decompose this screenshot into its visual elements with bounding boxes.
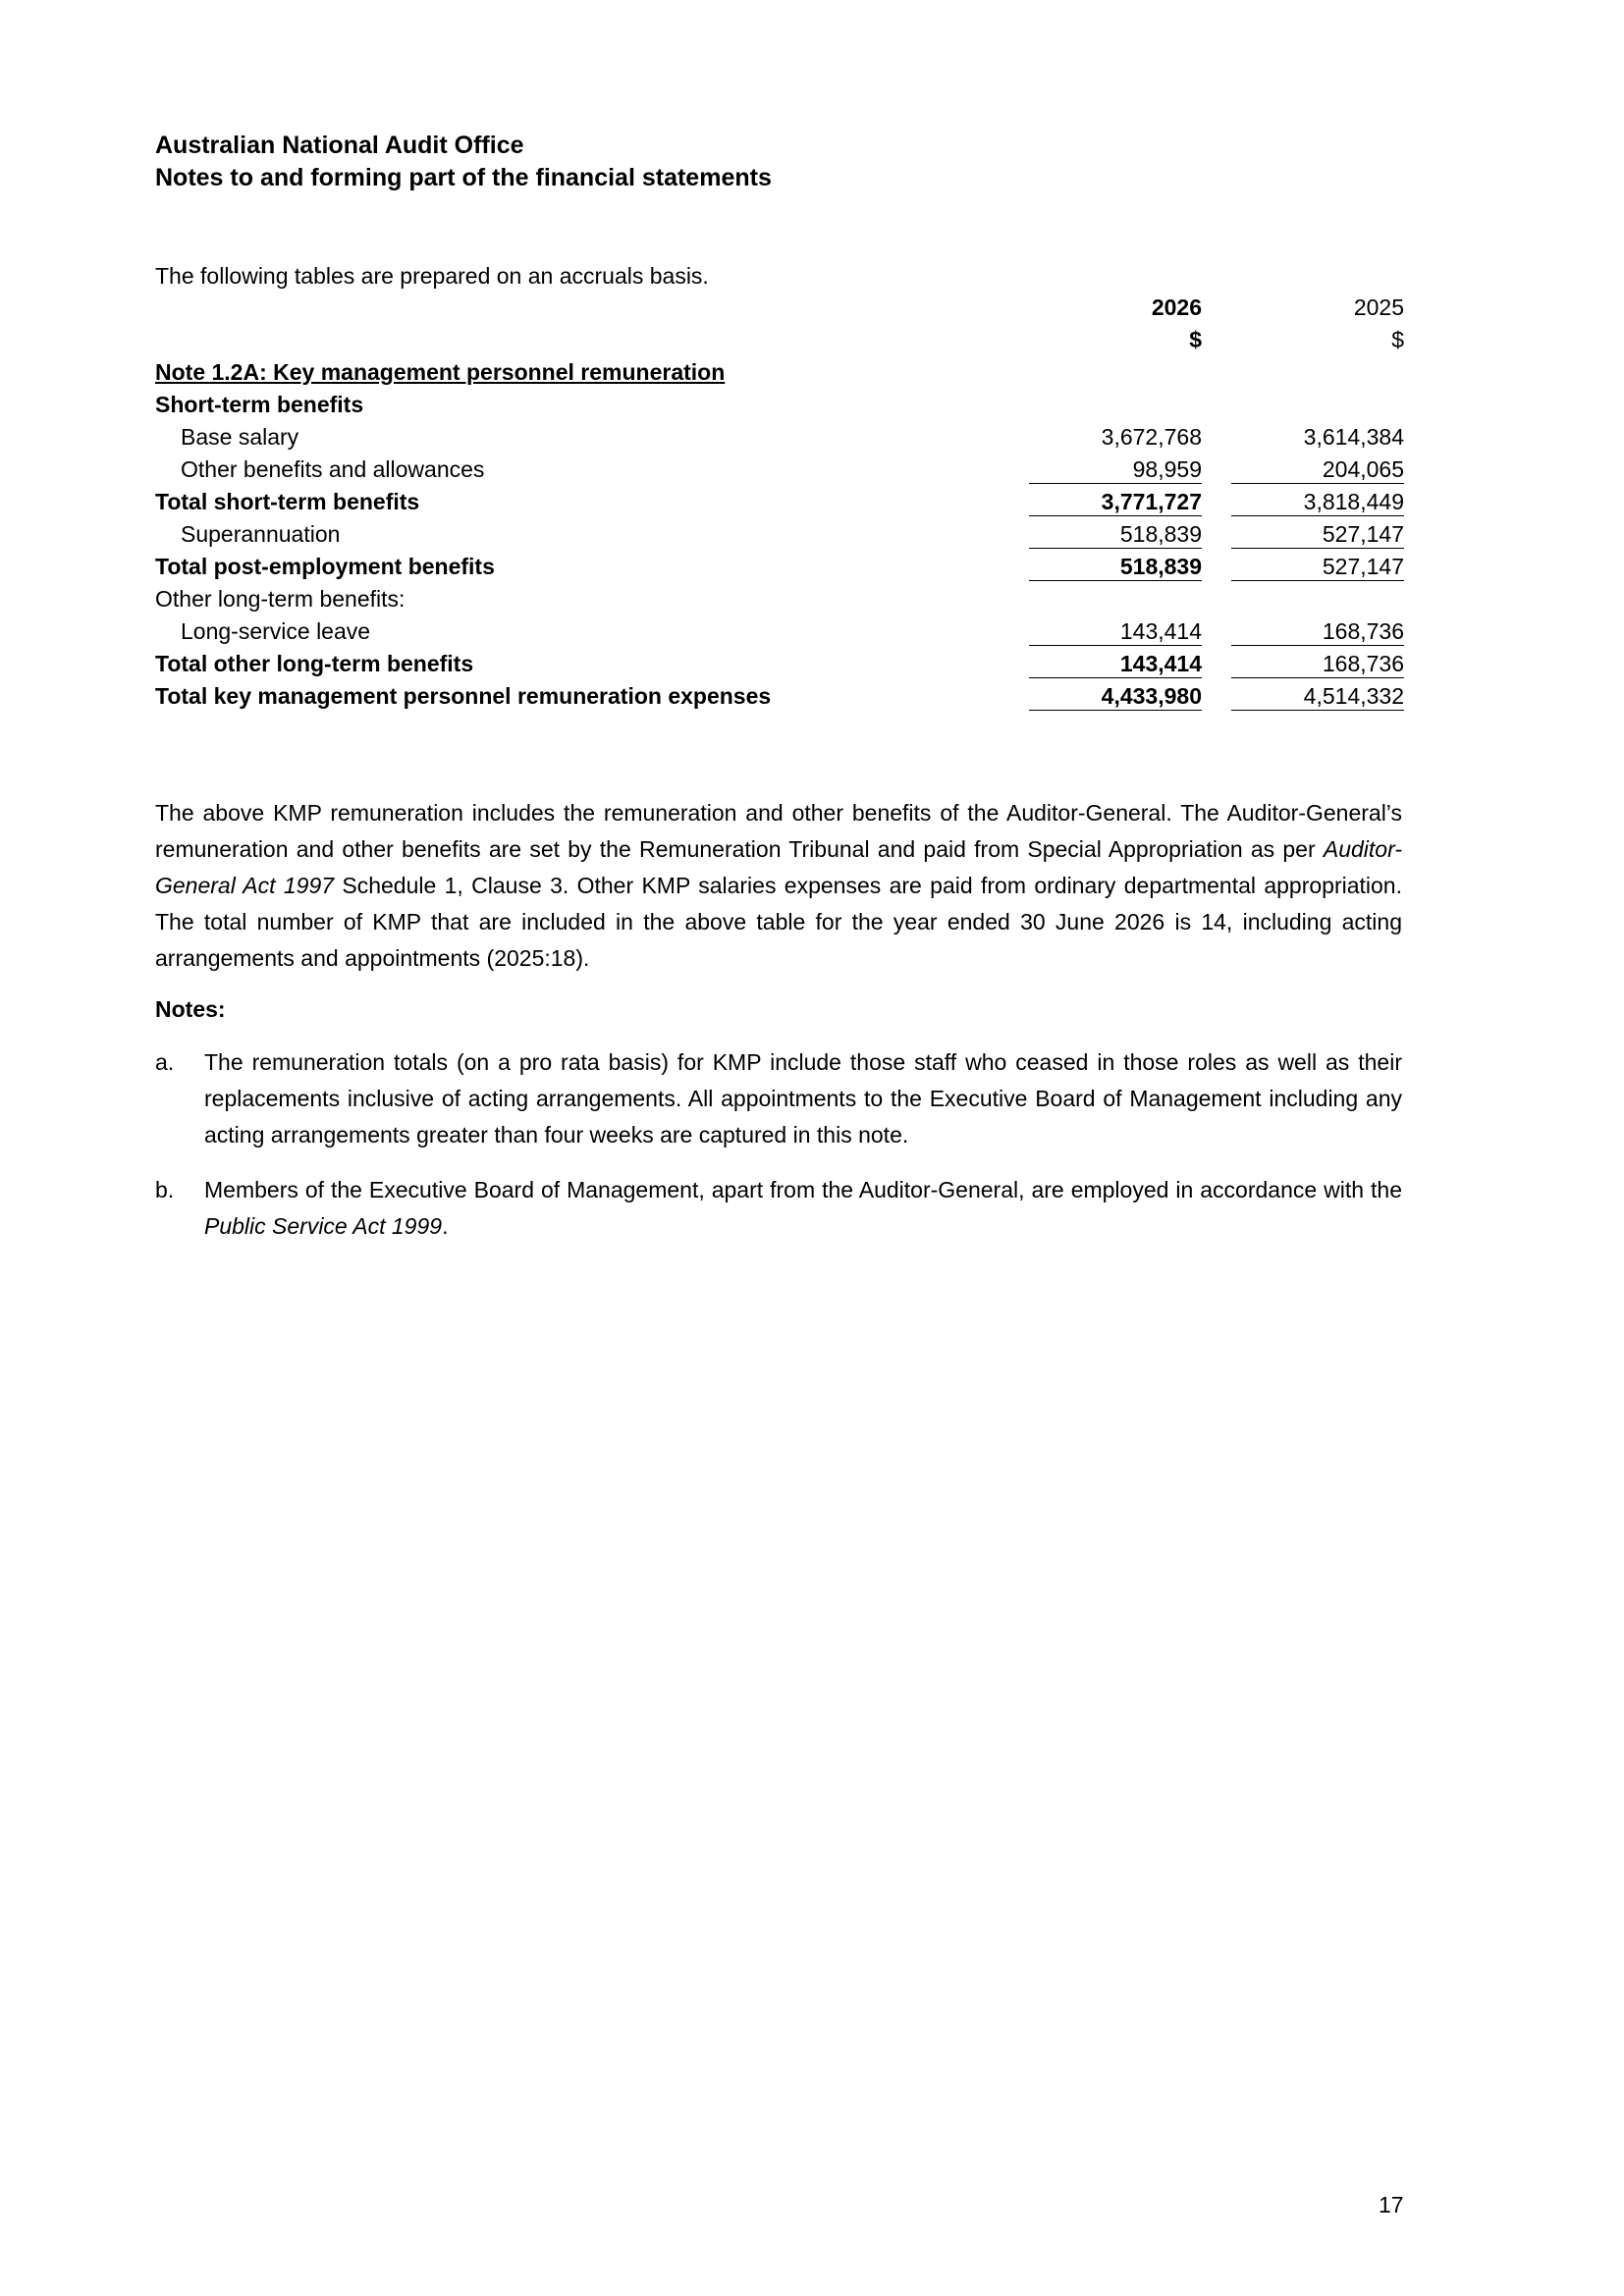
table-row-grand-total: [155, 681, 1404, 714]
row-label: Other long-term benefits:: [155, 586, 406, 612]
table-row: [155, 519, 1404, 552]
table-row-total: [155, 487, 1404, 519]
unit-2026: $: [1189, 327, 1202, 352]
table-row-section: [155, 584, 1404, 616]
table-row-total: [155, 649, 1404, 681]
value-2025: 168,736: [1231, 616, 1404, 646]
value-2025: 3,818,449: [1231, 487, 1404, 516]
value-2025: 204,065: [1231, 454, 1404, 484]
value-2025: 168,736: [1231, 649, 1404, 678]
row-label: Other benefits and allowances: [181, 456, 485, 482]
table-header-years: [155, 293, 1404, 325]
column-header-2026: 2026: [1151, 294, 1202, 320]
value-2025: 527,147: [1231, 519, 1404, 549]
value-2026: 98,959: [1029, 454, 1202, 484]
row-label: Short-term benefits: [155, 392, 364, 417]
row-label: Total other long-term benefits: [155, 651, 474, 676]
document-header: [155, 130, 772, 194]
act-title: Auditor-General Act 1997: [155, 836, 1402, 898]
row-label: Superannuation: [181, 521, 341, 547]
value-2026: 518,839: [1029, 519, 1202, 549]
paragraph-text: Schedule 1, Clause 3. Other KMP salaries expenses are paid from ordinary departmental appropriation. The total number of KMP that are included in the above table for the year ended 30 June 2026 is 14, including acting arrangements and appointments (2025:18).: [155, 873, 1402, 971]
note-text: [204, 1172, 1402, 1245]
note-letter: b.: [155, 1177, 175, 1202]
value-2026: 4,433,980: [1029, 681, 1202, 711]
value-2025: 527,147: [1231, 552, 1404, 581]
table-header-units: [155, 325, 1404, 357]
note-b: [155, 1172, 1402, 1245]
table-row-total: [155, 552, 1404, 584]
document-subtitle: Notes to and forming part of the financial statements: [155, 164, 772, 191]
table-row: [155, 454, 1404, 487]
value-2026: 143,414: [1029, 649, 1202, 678]
table-row: [155, 616, 1404, 649]
row-label: Total short-term benefits: [155, 489, 420, 514]
value-2026: 3,771,727: [1029, 487, 1202, 516]
row-label: Total key management personnel remuneration expenses: [155, 683, 772, 709]
value-2026: 518,839: [1029, 552, 1202, 581]
row-label: Base salary: [181, 424, 299, 450]
value-2026: 143,414: [1029, 616, 1202, 646]
org-name: Australian National Audit Office: [155, 132, 524, 159]
kmp-explanation-paragraph: [155, 795, 1402, 977]
table-row-note-title: [155, 357, 1404, 390]
kmp-remuneration-table: [155, 293, 1404, 714]
notes-heading: Notes:: [155, 996, 226, 1022]
note-a: [155, 1044, 1402, 1153]
row-label: Note 1.2A: Key management personnel remuneration: [155, 359, 726, 385]
value-2025: 3,614,384: [1303, 424, 1404, 450]
act-title: Public Service Act 1999: [204, 1213, 443, 1239]
table-row: [155, 422, 1404, 454]
column-header-2025: 2025: [1353, 294, 1404, 320]
row-label: Total post-employment benefits: [155, 554, 495, 579]
note-text-end: .: [442, 1213, 449, 1239]
note-text-part: Members of the Executive Board of Management, apart from the Auditor-General, are employed in accordance with the: [204, 1177, 1402, 1202]
intro-text: The following tables are prepared on an accruals basis.: [155, 263, 709, 289]
value-2026: 3,672,768: [1101, 424, 1202, 450]
note-text: The remuneration totals (on a pro rata basis) for KMP include those staff who ceased in those roles as well as their replacements inclusive of acting arrangements. All appointments to the Executive Board of Management including any acting arrangements greater than four weeks are captured in this note.: [204, 1049, 1402, 1148]
row-label: Long-service leave: [181, 618, 371, 644]
note-letter: a.: [155, 1049, 175, 1075]
value-2025: 4,514,332: [1231, 681, 1404, 711]
unit-2025: $: [1391, 327, 1404, 352]
page-number: 17: [1379, 2192, 1404, 2217]
paragraph-text: The above KMP remuneration includes the remuneration and other benefits of the Auditor-General. The Auditor-General’s remuneration and other benefits are set by the Remuneration Tribunal and paid from Special Appropriation as per: [155, 800, 1402, 862]
table-row-section: [155, 390, 1404, 422]
